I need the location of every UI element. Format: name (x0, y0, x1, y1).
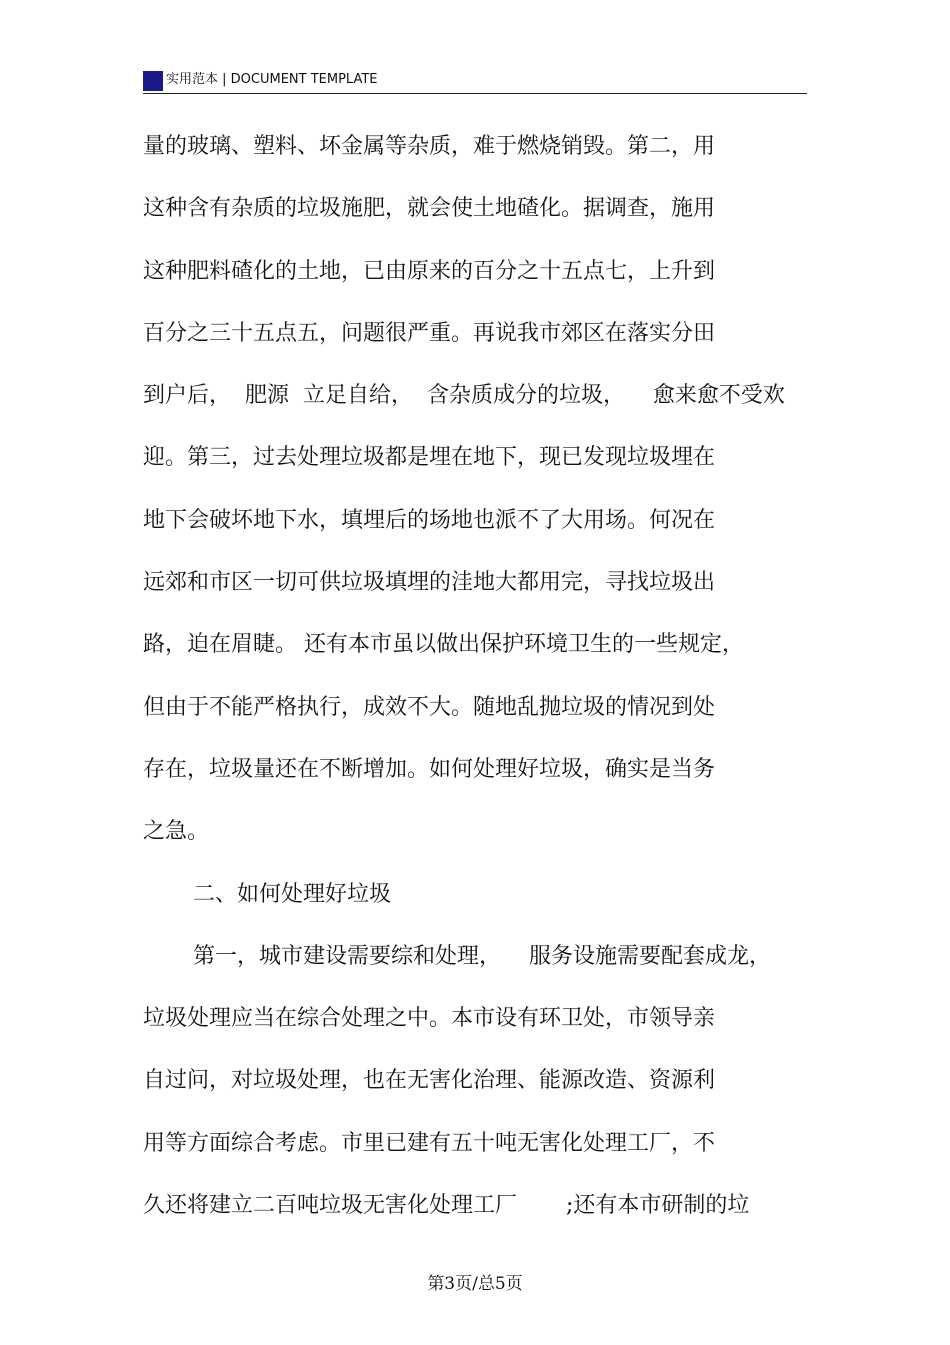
text-line: 存在，垃圾量还在不断增加。如何处理好垃圾，确实是当务 (143, 756, 716, 782)
text-line: 这种含有杂质的垃圾施肥，就会使土地碴化。据调查，施用 (143, 196, 716, 222)
document-body (143, 128, 803, 1249)
template-logo-icon (143, 71, 163, 91)
page-number: 第3页/总5页 (427, 1274, 523, 1294)
text-line: 到户后， 肥源 立足自给， 含杂质成分的垃圾， 愈来愈不受欢 (143, 383, 785, 409)
header-title: 实用范本 | DOCUMENT TEMPLATE (166, 72, 378, 87)
text-line: 之急。 (143, 819, 210, 845)
text-line: 路，迫在眉睫。 还有本市虽以做出保护环境卫生的一些规定， (143, 632, 744, 658)
section-heading: 二、如何处理好垃圾 (193, 881, 392, 907)
text-line: 第一，城市建设需要综和处理， 服务设施需要配套成龙， (193, 943, 771, 969)
header-divider (143, 93, 807, 94)
text-line: 这种肥料碴化的土地，已由原来的百分之十五点七，上升到 (143, 258, 716, 284)
page-header (143, 68, 807, 94)
text-line: 量的玻璃、塑料、坏金属等杂质，难于燃烧销毁。第二，用 (143, 134, 716, 159)
text-line: 久还将建立二百吨垃圾无害化处理工厂 ;还有本市研制的垃 (143, 1193, 750, 1219)
text-line: 自过问，对垃圾处理，也在无害化治理、能源改造、资源利 (143, 1068, 716, 1094)
text-line: 百分之三十五点五，问题很严重。再说我市郊区在落实分田 (143, 320, 716, 346)
text-line: 用等方面综合考虑。市里已建有五十吨无害化处理工厂，不 (143, 1130, 716, 1156)
text-line: 地下会破坏地下水，填埋后的场地也派不了大用场。何况在 (143, 507, 716, 533)
text-line: 远郊和市区一切可供垃圾填埋的洼地大都用完，寻找垃圾出 (143, 570, 716, 596)
text-line: 但由于不能严格执行，成效不大。随地乱抛垃圾的情况到处 (143, 694, 716, 720)
text-line: 迎。第三，过去处理垃圾都是埋在地下，现已发现垃圾埋在 (143, 445, 716, 471)
text-line: 垃圾处理应当在综合处理之中。本市设有环卫处，市领导亲 (143, 1006, 716, 1032)
